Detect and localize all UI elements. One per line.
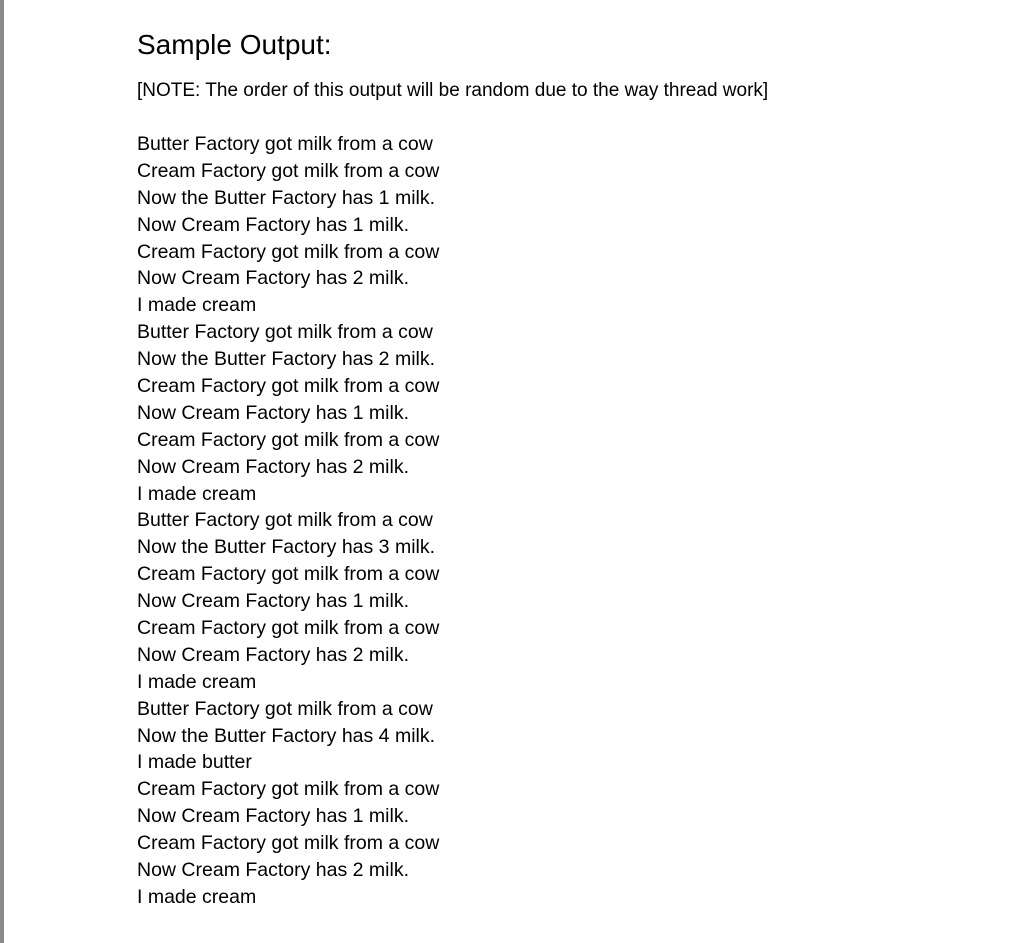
- output-line: Now the Butter Factory has 3 milk.: [137, 536, 436, 559]
- output-line: I made cream: [137, 885, 257, 908]
- output-line: I made cream: [137, 670, 257, 693]
- output-line: Now Cream Factory has 2 milk.: [137, 455, 409, 478]
- output-line: Cream Factory got milk from a cow: [137, 617, 440, 640]
- output-line: Butter Factory got milk from a cow: [137, 133, 433, 155]
- order-note: [NOTE: The order of this output will be random due to the way thread work]: [137, 80, 769, 101]
- output-line: Now Cream Factory has 2 milk.: [137, 267, 409, 290]
- output-line: Butter Factory got milk from a cow: [137, 697, 433, 720]
- output-line: Cream Factory got milk from a cow: [137, 428, 440, 451]
- page-title: Sample Output:: [137, 29, 332, 60]
- output-line: Now Cream Factory has 2 milk.: [137, 643, 409, 666]
- output-line: Cream Factory got milk from a cow: [137, 159, 440, 182]
- output-line: Now Cream Factory has 2 milk.: [137, 859, 409, 882]
- output-line: I made cream: [137, 482, 257, 505]
- output-line: Now the Butter Factory has 2 milk.: [137, 348, 436, 371]
- output-line: Butter Factory got milk from a cow: [137, 509, 433, 532]
- output-line: Now Cream Factory has 1 milk.: [137, 805, 409, 828]
- output-line: Butter Factory got milk from a cow: [137, 321, 433, 344]
- output-line: Cream Factory got milk from a cow: [137, 240, 440, 263]
- output-line: Now Cream Factory has 1 milk.: [137, 401, 409, 424]
- sample-output-list: [137, 131, 439, 911]
- output-line: I made cream: [137, 294, 257, 317]
- output-line: I made butter: [137, 751, 252, 774]
- output-line: Now Cream Factory has 1 milk.: [137, 213, 409, 236]
- output-line: Now the Butter Factory has 1 milk.: [137, 186, 436, 209]
- output-line: Now Cream Factory has 1 milk.: [137, 590, 409, 613]
- output-line: Cream Factory got milk from a cow: [137, 832, 440, 855]
- output-line: Cream Factory got milk from a cow: [137, 563, 440, 586]
- output-line: Cream Factory got milk from a cow: [137, 778, 440, 801]
- document-page: [4, 0, 1024, 943]
- output-line: Now the Butter Factory has 4 milk.: [137, 724, 436, 747]
- output-line: Cream Factory got milk from a cow: [137, 375, 440, 398]
